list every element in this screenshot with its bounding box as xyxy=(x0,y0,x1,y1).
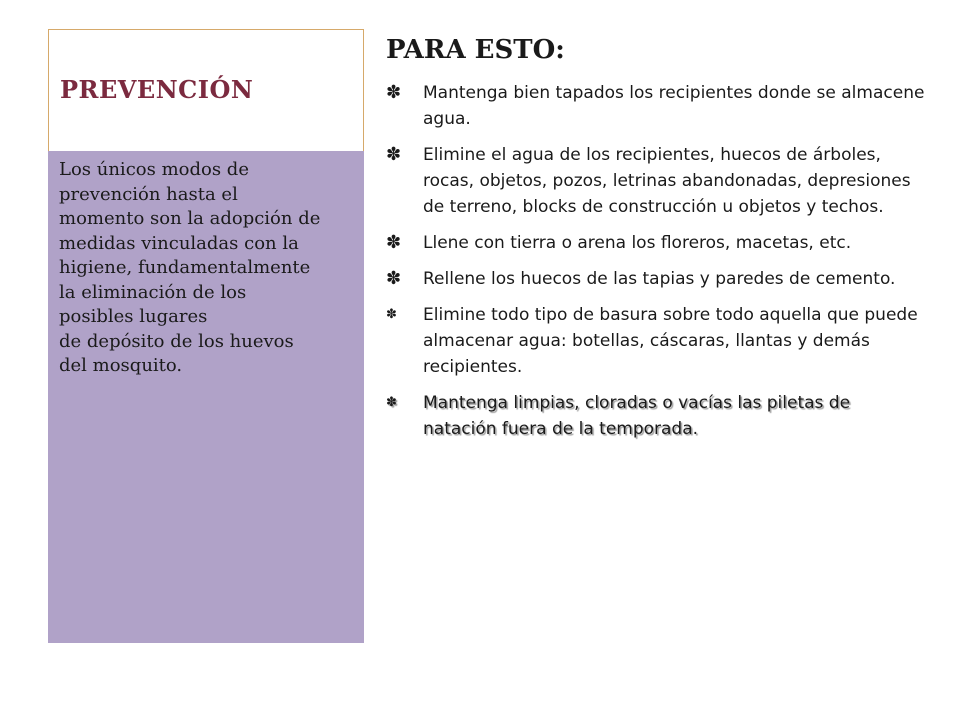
list-item xyxy=(386,302,926,380)
bullet-text: Mantenga limpias, cloradas o vacías las piletas de natación fuera de la temporada. xyxy=(423,393,851,439)
bullet-text: Llene con tierra o arena los floreros, macetas, etc. xyxy=(423,233,852,253)
bullet-text: Elimine el agua de los recipientes, huecos de árboles, rocas, objetos, pozos, letrinas abandonadas, depresiones de terreno, blocks de construcción u objetos y techos. xyxy=(423,145,911,217)
right-heading: PARA ESTO: xyxy=(386,35,565,65)
bullet-text: Rellene los huecos de las tapias y paredes de cemento. xyxy=(423,269,896,289)
list-item xyxy=(386,230,926,256)
list-item xyxy=(386,266,926,292)
asterisk-bullet-icon: ✽ xyxy=(386,232,402,253)
recommendations-list xyxy=(386,80,926,452)
title-box xyxy=(48,29,364,151)
list-item xyxy=(386,390,926,442)
asterisk-bullet-icon: ✽ xyxy=(386,144,402,165)
asterisk-bullet-icon: ✽ xyxy=(386,307,397,322)
list-item xyxy=(386,80,926,132)
bullet-text: Elimine todo tipo de basura sobre todo aquella que puede almacenar agua: botellas, cáscaras, llantas y demás recipientes. xyxy=(423,305,918,377)
prevention-panel xyxy=(48,151,364,643)
asterisk-bullet-icon: ✽ xyxy=(386,395,397,410)
asterisk-bullet-icon: ✽ xyxy=(386,82,402,103)
bullet-text: Mantenga bien tapados los recipientes donde se almacene agua. xyxy=(423,83,925,129)
prevention-description: Los únicos modos de prevención hasta el momento son la adopción de medidas vinculadas con la higiene, fundamentalmente la eliminación de los posibles lugares de depósito de los huevos del mosquito. xyxy=(59,159,321,376)
slide-title: PREVENCIÓN xyxy=(60,75,254,104)
list-item xyxy=(386,142,926,220)
asterisk-bullet-icon: ✽ xyxy=(386,268,402,289)
